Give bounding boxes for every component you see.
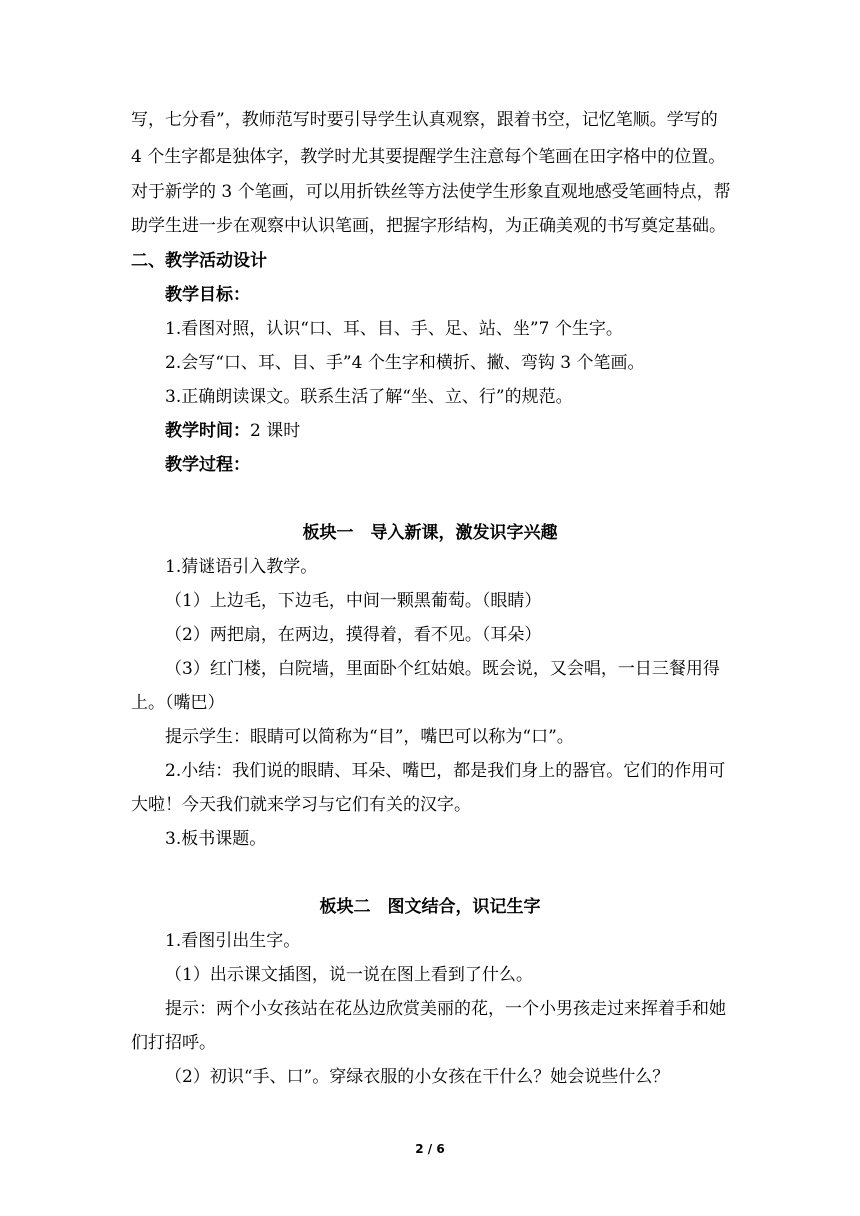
goals-label: 教学目标：	[165, 285, 250, 305]
paragraph-line: 4 个生字都是独体字，教学时尤其要提醒学生注意每个笔画在田字格中的位置。	[131, 147, 726, 167]
paragraph-line: 大啦！今天我们就来学习与它们有关的汉字。	[131, 795, 471, 815]
paragraph-line: 上。（嘴巴）	[131, 693, 225, 713]
process-label: 教学过程：	[165, 455, 250, 475]
paragraph-line: 1.猜谜语引入教学。	[165, 557, 318, 577]
paragraph-line: （1）上边毛，下边毛，中间一颗黑葡萄。（眼睛）	[165, 591, 542, 611]
teaching-time	[0, 419, 860, 443]
paragraph-line: （3）红门楼，白院墙，里面卧个红姑娘。既会说，又会唱，一日三餐用得	[165, 659, 720, 679]
paragraph-line: 助学生进一步在观察中认识笔画，把握字形结构，为正确美观的书写奠定基础。	[131, 216, 726, 236]
paragraph-line: 们打招呼。	[131, 1033, 216, 1053]
block-title: 板块二 图文结合，识记生字	[319, 897, 541, 917]
paragraph-line: 3.板书课题。	[165, 829, 267, 849]
paragraph-line: 1.看图引出生字。	[165, 931, 301, 951]
goal-item: 1.看图对照，认识“口、耳、目、手、足、站、坐”7 个生字。	[165, 319, 623, 339]
block-title: 板块一 导入新课，激发识字兴趣	[302, 523, 558, 543]
time-label: 教学时间：	[165, 421, 250, 441]
page-number: 2 / 6	[415, 1142, 445, 1156]
paragraph-line: 对于新学的 3 个笔画，可以用折铁丝等方法使学生形象直观地感受笔画特点，帮	[131, 182, 731, 202]
paragraph-line: 写，七分看”，教师范写时要引导学生认真观察，跟着书空，记忆笔顺。学写的	[131, 110, 718, 130]
paragraph-line: （2）两把扇，在两边，摸得着，看不见。（耳朵）	[165, 625, 542, 645]
goal-item: 3.正确朗读课文。联系生活了解“坐、立、行”的规范。	[165, 387, 573, 407]
time-value: 2 课时	[250, 421, 301, 441]
section-heading: 二、教学活动设计	[131, 251, 267, 271]
paragraph-line: 提示：两个小女孩站在花丛边欣赏美丽的花，一个小男孩走过来挥着手和她	[165, 999, 726, 1019]
paragraph-line: （1）出示课文插图，说一说在图上看到了什么。	[165, 965, 533, 985]
paragraph-line: 提示学生：眼睛可以简称为“目”，嘴巴可以称为“口”。	[165, 727, 574, 747]
paragraph-line: （2）初识“手、口”。穿绿衣服的小女孩在干什么？她会说些什么？	[165, 1067, 670, 1087]
paragraph-line: 2.小结：我们说的眼睛、耳朵、嘴巴，都是我们身上的器官。它们的作用可	[165, 761, 726, 781]
goal-item: 2.会写“口、耳、目、手”4 个生字和横折、撇、弯钩 3 个笔画。	[165, 353, 645, 373]
